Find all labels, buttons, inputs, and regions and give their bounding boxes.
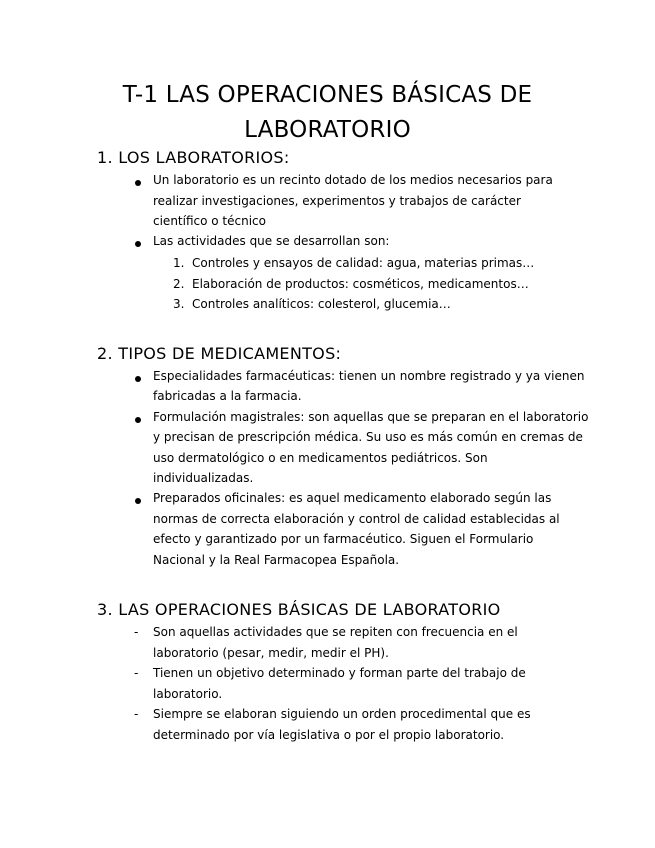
list-item-line: Tienen un objetivo determinado y forman parte del trabajo de	[153, 666, 526, 680]
page-title-line-1: T-1 LAS OPERACIONES BÁSICAS DE	[122, 82, 533, 108]
bullet-icon	[135, 417, 141, 423]
list-item-line: Un laboratorio es un recinto dotado de los medios necesarios para	[153, 173, 553, 187]
sublist-item: Elaboración de productos: cosméticos, medicamentos…	[192, 277, 529, 291]
dash-marker: -	[134, 625, 139, 639]
list-item-line: Preparados oficinales: es aquel medicamento elaborado según las	[153, 491, 552, 505]
list-item-line: Las actividades que se desarrollan son:	[153, 234, 390, 248]
list-item-line: científico o técnico	[153, 214, 266, 228]
dash-marker: -	[134, 707, 139, 721]
list-item-line: Formulación magistrales: son aquellas que se preparan en el laboratorio	[153, 410, 589, 424]
page-title-line-2: LABORATORIO	[244, 117, 411, 143]
list-item-line: efecto y garantizado por un farmacéutico. Siguen el Formulario	[153, 532, 534, 546]
sublist-number: 2.	[173, 277, 185, 291]
list-item-line: Nacional y la Real Farmacopea Española.	[153, 553, 400, 567]
bullet-icon	[135, 180, 141, 186]
list-item-line: realizar investigaciones, experimentos y trabajos de carácter	[153, 194, 521, 208]
list-item-line: laboratorio (pesar, medir, medir el PH).	[153, 646, 389, 660]
list-item-line: normas de correcta elaboración y control de calidad establecidas al	[153, 512, 560, 526]
sublist-item: Controles y ensayos de calidad: agua, materias primas…	[192, 256, 535, 270]
list-item-line: Especialidades farmacéuticas: tienen un nombre registrado y ya vienen	[153, 369, 585, 383]
list-item-line: Siempre se elaboran siguiendo un orden procedimental que es	[153, 707, 531, 721]
section-heading-laboratorios: 1. LOS LABORATORIOS:	[97, 148, 290, 167]
sublist-number: 3.	[173, 297, 185, 311]
bullet-icon	[135, 376, 141, 382]
list-item-line: y precisan de prescripción médica. Su uso es más común en cremas de	[153, 430, 583, 444]
bullet-icon	[135, 498, 141, 504]
sublist-item: Controles analíticos: colesterol, glucemia…	[192, 297, 451, 311]
sublist-number: 1.	[173, 256, 185, 270]
dash-marker: -	[134, 666, 139, 680]
section-heading-medicamentos: 2. TIPOS DE MEDICAMENTOS:	[97, 344, 342, 363]
list-item-line: uso dermatológico o en medicamentos pediátricos. Son	[153, 451, 488, 465]
list-item-line: fabricadas a la farmacia.	[153, 389, 302, 403]
list-item-line: Son aquellas actividades que se repiten con frecuencia en el	[153, 625, 518, 639]
list-item-line: determinado por vía legislativa o por el propio laboratorio.	[153, 728, 505, 742]
section-heading-operaciones: 3. LAS OPERACIONES BÁSICAS DE LABORATORIO	[97, 600, 501, 619]
list-item-line: individualizadas.	[153, 471, 254, 485]
list-item-line: laboratorio.	[153, 687, 223, 701]
bullet-icon	[135, 241, 141, 247]
